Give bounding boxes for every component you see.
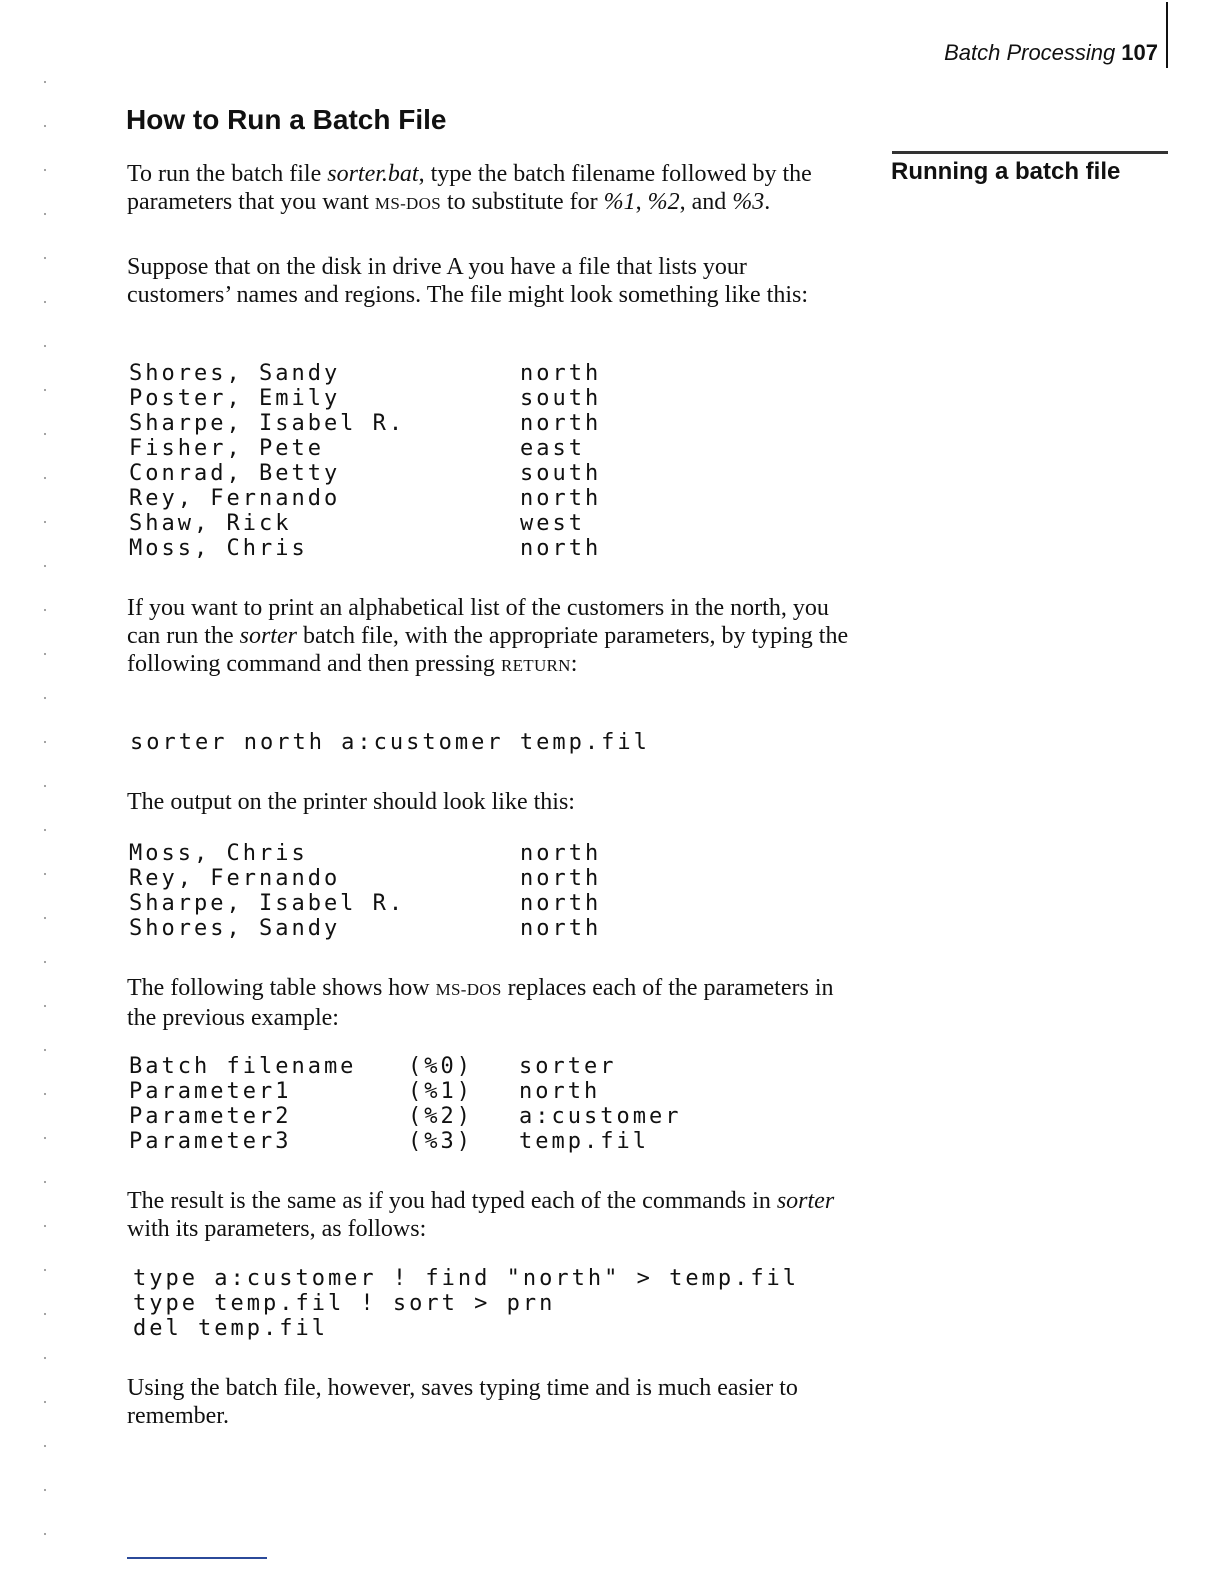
running-head [944,40,1158,66]
list-item [129,891,601,916]
param-value: sorter [519,1054,617,1079]
param-code: (%3) [408,1129,473,1154]
param-label: Batch filename [129,1054,357,1079]
customer-name: Conrad, Betty [129,461,341,486]
footer-rule [127,1557,267,1559]
command-line: type temp.fil ! sort > prn [133,1291,556,1316]
result-sorter: sorter [776,1188,835,1214]
table-intro-text-2: replaces each of the parameters in the previous example: [127,975,834,1031]
intro-text-1: To run the batch file [127,161,328,187]
page-number: 107 [1121,40,1158,65]
intro-msdos: MS-DOS [374,194,441,213]
customer-name: Sharpe, Isabel R. [129,411,406,436]
result-text-1: The result is the same as if you had typed each of the commands in [127,1188,777,1214]
running-head-rule [1166,2,1168,68]
print-sorter: sorter [239,623,297,649]
parameter-table [129,1054,681,1154]
customer-name: Shaw, Rick [129,511,292,536]
param-label: Parameter3 [129,1129,292,1154]
result-text-2: with its parameters, as follows: [127,1216,427,1242]
list-item [129,386,601,411]
print-text-2: batch file, with the appropriate parameters, by typing the following command and then pressing [127,623,849,677]
intro-sep-2: , and [679,189,733,215]
customer-region: north [520,486,602,511]
customer-name: Moss, Chris [129,536,308,561]
list-item [129,486,601,511]
table-row [129,1054,681,1079]
customer-name: Rey, Fernando [129,486,341,511]
table-intro [127,974,855,1032]
table-intro-text-1: The following table shows how [127,975,436,1001]
customer-region: south [520,386,602,411]
list-item [129,916,601,941]
output-region: north [520,891,602,916]
intro-filename: sorter.bat [327,161,419,187]
table-row [129,1129,681,1154]
param-value: north [519,1079,601,1104]
sorter-command: sorter north a:customer temp.fil [130,730,650,755]
side-heading: Running a batch file [891,158,1121,185]
output-region: north [520,916,602,941]
output-region: north [520,866,602,891]
param-label: Parameter1 [129,1079,292,1104]
param-value: temp.fil [519,1129,649,1154]
customer-region: north [520,361,602,386]
list-item [129,841,601,866]
list-item [129,461,601,486]
output-name: Moss, Chris [129,841,308,866]
table-row [129,1104,681,1129]
output-name: Shores, Sandy [129,916,341,941]
table-row [129,1079,681,1104]
customer-region: west [520,511,585,536]
intro-param-3: %3 [732,189,765,215]
param-code: (%2) [408,1104,473,1129]
list-item [129,411,601,436]
list-item [129,866,601,891]
param-code: (%0) [408,1054,473,1079]
param-label: Parameter2 [129,1104,292,1129]
intro-sep-1: , [635,189,648,215]
output-intro: The output on the printer should look like this: [127,789,575,815]
print-end: : [570,651,578,677]
intro-text-2: , type the batch filename followed by the parameters that you want [127,161,812,215]
command-line: type a:customer ! find "north" > temp.fil [133,1266,800,1291]
customer-region: north [520,411,602,436]
scan-edge-dots [44,60,46,1540]
printer-output [129,841,601,941]
list-item [129,536,601,561]
result-paragraph [127,1187,855,1243]
list-item [129,436,601,461]
closing-paragraph: Using the batch file, however, saves typing time and is much easier to remember. [127,1375,798,1429]
param-code: (%1) [408,1079,473,1104]
return-key: RETURN [500,656,571,675]
output-name: Rey, Fernando [129,866,341,891]
print-paragraph [127,594,855,680]
command-line: del temp.fil [133,1316,328,1341]
page-title: How to Run a Batch File [126,104,447,135]
customer-name: Poster, Emily [129,386,341,411]
print-text-1: If you want to print an alphabetical list of the customers in the north, you can run the [127,595,829,649]
running-head-section: Batch Processing [944,40,1116,65]
output-region: north [520,841,602,866]
customer-region: east [520,436,585,461]
intro-param-2: %2 [647,189,680,215]
suppose-paragraph: Suppose that on the disk in drive A you have a file that lists your customers’ names and regions. The file might look something like this: [127,254,808,308]
list-item [129,511,601,536]
equivalent-commands [133,1266,799,1341]
intro-text-3: to substitute for [440,189,604,215]
list-item [129,361,601,386]
customer-name: Fisher, Pete [129,436,324,461]
intro-end: . [764,189,771,215]
intro-paragraph [127,160,855,218]
intro-param-1: %1 [603,189,636,215]
table-intro-msdos: MS-DOS [435,980,502,999]
customer-region: south [520,461,602,486]
customer-list [129,361,601,561]
customer-region: north [520,536,602,561]
output-name: Sharpe, Isabel R. [129,891,406,916]
side-heading-rule [892,151,1168,154]
param-value: a:customer [519,1104,682,1129]
customer-name: Shores, Sandy [129,361,341,386]
